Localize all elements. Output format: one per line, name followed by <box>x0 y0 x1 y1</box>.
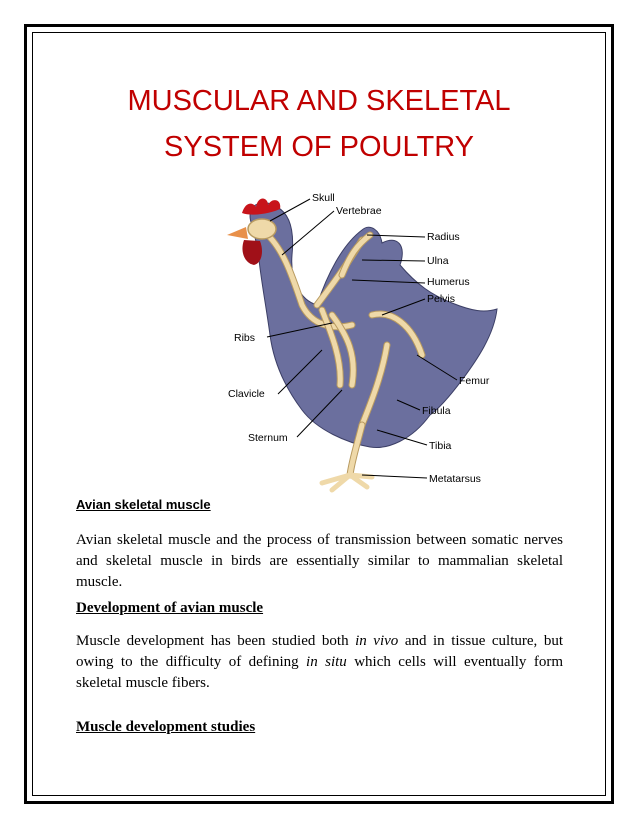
label-vertebrae: Vertebrae <box>336 205 382 217</box>
title-line-1: MUSCULAR AND SKELETAL <box>127 85 511 117</box>
label-pelvis: Pelvis <box>427 293 456 305</box>
label-sternum: Sternum <box>248 432 288 444</box>
paragraph-avian-skeletal-muscle: Avian skeletal muscle and the process of transmission between somatic nerves and skeletal muscle in birds are essentially similar to mammalian skeletal muscle. <box>76 532 563 590</box>
heading-development-of-avian-muscle: Development of avian muscle <box>76 600 264 616</box>
chicken-skeleton-diagram <box>222 185 512 500</box>
heading-muscle-development-studies: Muscle development studies <box>76 719 256 735</box>
chicken-body <box>250 203 497 448</box>
label-radius: Radius <box>427 231 460 243</box>
label-ribs: Ribs <box>234 332 256 344</box>
beak <box>227 227 248 239</box>
label-femur: Femur <box>459 375 490 387</box>
text-run: Muscle development has been studied both <box>76 633 356 649</box>
italic-term-in-situ: in situ <box>306 654 347 670</box>
label-metatarsus: Metatarsus <box>429 473 481 485</box>
italic-term-in-vivo: in vivo <box>355 633 399 649</box>
label-clavicle: Clavicle <box>228 388 265 400</box>
label-tibia: Tibia <box>429 440 452 452</box>
paragraph-development-of-avian-muscle <box>76 631 563 694</box>
text-run: which cells will eventually form skeletal muscle fibers. <box>76 654 563 691</box>
wattle <box>242 240 262 265</box>
label-ulna: Ulna <box>427 255 449 267</box>
text-run: and in tissue culture, but owing to the difficulty of defining <box>76 633 563 670</box>
label-skull: Skull <box>312 192 335 204</box>
title-line-2: SYSTEM OF POULTRY <box>164 131 474 163</box>
label-fibula: Fibula <box>422 405 451 417</box>
label-humerus: Humerus <box>427 276 470 288</box>
heading-avian-skeletal-muscle: Avian skeletal muscle <box>76 497 211 512</box>
